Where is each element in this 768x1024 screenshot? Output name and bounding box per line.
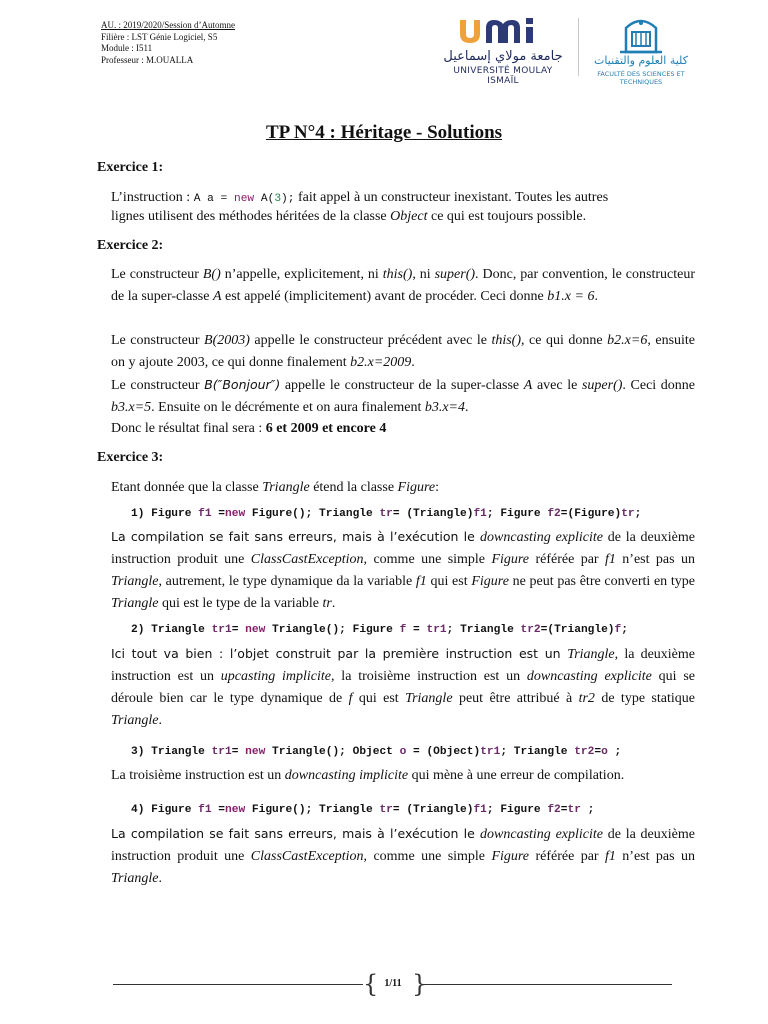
code-token: Figure(); Triangle [245,508,380,520]
code-token: ; Triangle [446,624,521,636]
code-token: f [614,624,622,636]
code-line-4 [131,804,594,816]
exercise-2-result: Donc le résultat final sera : 6 et 2009 et encore 4 [111,421,387,436]
document-header-info [101,20,235,66]
code-token: ; Triangle [500,746,575,758]
code-token: new [245,624,266,636]
code-token: o [399,746,407,758]
code-token: f1 [198,508,212,520]
code-token: tr [379,804,393,816]
code-token: ; [621,624,628,636]
exercise-3-intro: Etant donnée que la classe Triangle étend la classe Figure: [111,480,440,495]
professor: Professeur : M.OUALLA [101,54,194,65]
code-token: f2 [547,804,561,816]
code-token: ; Figure [486,508,548,520]
code-token: ; [580,804,595,816]
code-token: tr1 [480,746,501,758]
exercise-2-paragraph-1: Le constructeur B() n’appelle, explicitement, ni this(), ni super(). Donc, par convention, le constructeur de la super-classe A est appelé (implicitement) avant de procéder. Ceci donne b1.x = 6. [111,267,696,304]
exercise-1-text: L’instruction : A a = new A(3); fait appel à un constructeur inexistant. Toutes les autres lignes utilisent des méthodes héritées de la classe Object ce qui est toujours possible. [111,190,609,224]
code-token: 1) Figure [131,508,199,520]
exercise-3-explanation-2: Ici tout va bien : l’objet construit par la première instruction est un Triangle, la deuxième instruction est un upcasting implicite, la troisième instruction est un downcasting explicite qui se déroule bien car le type dynamique de f qui est Triangle peut être attribué à tr2 de type statique Triangle. [111,646,695,728]
fst-emblem-icon [586,14,696,54]
code-token: new [245,746,266,758]
code-token: o [601,746,608,758]
code-token: = [211,804,226,816]
code-token: tr1 [211,624,232,636]
exercise-3-explanation-3: La troisième instruction est un downcasting implicite qui mène à une erreur de compilation. [111,768,625,783]
code-token: f1 [198,804,212,816]
code-token: tr [379,508,393,520]
code-token: Triangle(); Figure [265,624,400,636]
exercise-2-paragraph-2: Le constructeur B(2003) appelle le constructeur précédent avec le this(), ce qui donne b2.x=6, ensuite on y ajoute 2003, ce qui donne finalement b2.x=2009. [111,333,696,370]
code-token: f1 [473,804,487,816]
footer-rule-right [422,984,672,985]
code-token: = [406,624,427,636]
code-line-1 [131,508,641,520]
code-token: tr2 [520,624,541,636]
umi-arabic-name: جامعة مولاي إسماعيل [443,49,563,64]
code-token: tr1 [211,746,232,758]
code-token: = [231,746,246,758]
code-token: = [231,624,246,636]
exercise-3-explanation-4: La compilation se fait sans erreurs, mais à l’exécution le downcasting explicite de la deuxième instruction produit une ClassCastException, comme une simple Figure référée par f1 n’est pas un Triangle. [111,826,695,886]
code-token: = [560,804,568,816]
code-token: = (Triangle) [392,804,474,816]
code-token: tr1 [426,624,447,636]
code-token: ; [634,508,642,520]
exercise-2-heading: Exercice 2: [97,238,164,253]
code-token: Figure(); Triangle [245,804,380,816]
code-token: =(Figure) [560,508,622,520]
page-bracket-right: } [412,970,428,998]
code-token: f2 [547,508,561,520]
fst-latin-name: FACULTÉ DES SCIENCES ET TECHNIQUES [597,70,685,86]
exercise-2-paragraph-3: Le constructeur B(″Bonjour″) appelle le constructeur de la super-classe A avec le super(). Ceci donne b3.x=5. Ensuite on le décrémente et on aura finalement b3.x=4. [111,377,696,415]
umi-logo [438,16,568,86]
code-token: new [225,508,246,520]
code-token: ; [607,746,622,758]
code-token: = [211,508,226,520]
exercise-3-heading: Exercice 3: [97,450,164,465]
code-line-3 [131,746,621,758]
footer-rule-left [113,984,363,985]
code-token: 3) Triangle [131,746,212,758]
code-token: tr2 [574,746,595,758]
code-token: tr [621,508,635,520]
logo-separator [578,18,579,76]
code-token: =(Triangle) [540,624,615,636]
page-bracket-left: { [363,970,379,998]
exercise-3-explanation-1: La compilation se fait sans erreurs, mais à l’exécution le downcasting explicite de la deuxième instruction produit une ClassCastException, comme une simple Figure référée par f1 n’est pas un Triangle, autrement, le type dynamique da la variable f1 qui est Figure ne peut pas être converti en type Triangle qui est le type de la variable tr. [111,529,695,611]
page-title: TP N°4 : Héritage - Solutions [265,122,503,143]
module: Module : I511 [101,43,153,53]
code-token: Triangle(); Object [265,746,400,758]
code-token: = (Triangle) [392,508,474,520]
code-token: 2) Triangle [131,624,212,636]
fst-arabic-name: كلية العلوم والتقنيات [594,54,688,67]
code-token: ; Figure [486,804,548,816]
code-token: f1 [473,508,487,520]
page-number: 1/11 [384,978,402,989]
code-token: = [594,746,602,758]
code-token: tr [567,804,581,816]
code-token: f [399,624,407,636]
exercise-1-heading: Exercice 1: [97,160,164,175]
fst-logo [586,14,696,86]
umi-letters-logo [456,16,552,46]
code-line-2 [131,624,628,636]
academic-year: AU. : 2019/2020/Session d’Automne [101,20,235,30]
code-token: new [225,804,246,816]
umi-latin-name: UNIVERSITÉ MOULAY ISMAÏL [453,66,553,86]
filiere: Filière : LST Génie Logiciel, S5 [101,31,218,42]
code-token: 4) Figure [131,804,199,816]
code-token: = (Object) [406,746,481,758]
